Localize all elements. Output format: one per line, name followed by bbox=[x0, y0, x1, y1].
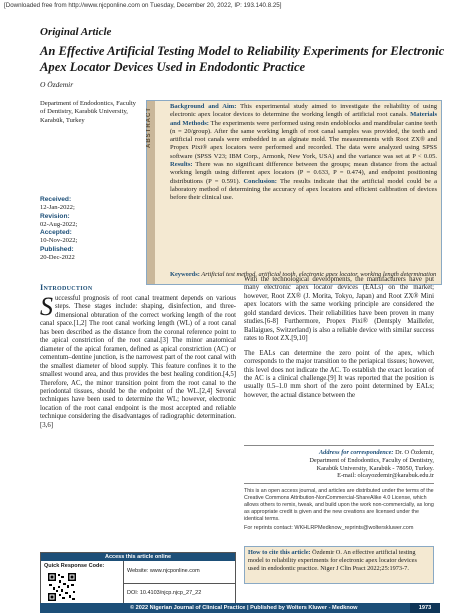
revision-date: 02-Aug-2022; bbox=[40, 220, 78, 228]
page-footer bbox=[40, 603, 440, 613]
author-name: O Özdemir bbox=[40, 80, 74, 89]
citation-text: Özdemir O. An effective artificial testing model to reliability experiments for electronic apex locator devices used in endodontic practice. Niger J Clin Pract 2022;25:1973-7. bbox=[248, 549, 417, 572]
reprints-contact[interactable]: For reprints contact: WKHLRPMedknow_reprints@wolterskluwer.com bbox=[244, 525, 414, 531]
accepted-date: 10-Nov-2022; bbox=[40, 237, 78, 245]
abstract-res-head: Results: bbox=[170, 161, 193, 169]
intro-paragraph-2: With the technological developments, the manufacturers have put many electronic apex locator devices (EALs) on the market; however, Root ZX® (J. Morita, Tokyo, Japan) and Root ZX® Mini apex locators with the same working principle are considered the gold standard devices. Their reliabilities have been proven in many studies.[6-8] Furthermore, Propex Pixi® (Dentsply Maillefer, Ballaigues, Switzerland) is also a reliable device with similar success rates to Root ZX.[9,10] bbox=[244, 276, 434, 343]
abstract-tab-label: ABSTRACT bbox=[146, 107, 152, 148]
abstract-text bbox=[170, 103, 437, 203]
citation-label: How to cite this article: bbox=[248, 549, 311, 556]
abstract-con-text: The results indicate that the artificial model could be a laboratory method of determining the accuracy of apex locators and efficient calibration of devices before their clinical use. bbox=[170, 177, 437, 202]
abstract-box bbox=[146, 100, 442, 285]
revision-label: Revision: bbox=[40, 212, 70, 220]
abstract-bg-head: Background and Aim: bbox=[170, 103, 237, 110]
abstract-mm-text: The experiments were performed using resin endoblocks and mandibular canine teeth (n = 20/group). After the same working length of root canal samples was provided, the teeth and artificial root canals were embedded in an alginate mold. The measurements with Root ZX® and Propex Pixi® apex locators were performed and recorded. The data were analyzed using SPSS software (SPSS V23; IBM Corp., Armonk, New York, USA) and the variance was set at P < 0.05. bbox=[170, 119, 437, 160]
article-dates bbox=[40, 196, 140, 262]
access-online-box bbox=[40, 552, 236, 605]
intro-heading: Introduction bbox=[40, 283, 93, 292]
intro-paragraph: uccessful prognosis of root canal treatment depends on various steps. These stages include: shaping, disinfection, and three-dimensional obturation of the correct working length of the root canal space.[1,2] The root canal working length (WL) of a root canal has been described as the distance from the coronal reference point to the apical constriction of the root canal.[3] The minor anatomical diameter of the apical foramen, defined as apical constriction (AC) or cementum–dentine junction, is the narrowest part of the root canal with the smallest diameter of blood supply. This feature confines it to the smallest wound area, and thus provides the best healing condition.[4,5] Therefore, AC, the minor transition point from the root canal to the periodontal tissues, should be the endpoint of the WL.[2,4] Several techniques have been used to determine the WL; however, electronic location of the root canal endpoint is the most accepted and reliable technique considering the disadvantages of radiographic determination.[3,6] bbox=[40, 295, 236, 429]
abstract-mm-head: Materials and Methods: bbox=[170, 111, 437, 127]
affiliation: Department of Endodontics, Faculty of Dentistry, Karabük University, Karabük, Turkey bbox=[40, 100, 136, 124]
intro-column-left bbox=[40, 292, 236, 430]
citation-box bbox=[244, 546, 434, 584]
published-date: 20-Dec-2022 bbox=[40, 254, 75, 262]
intro-paragraph-3: The EALs can determine the zero point of the apex, which corresponds to the major transition to the periapical tissues; however, this level does not indicate the AC. To establish the exact location of the AC is a clinical challenge.[9] It was reported that the position is usually 0.5–1.0 mm short of the zero point determined by EALs; however, the actual distance between the bbox=[244, 349, 434, 399]
correspondence-line-1: Department of Endodontics, Faculty of Dentistry, bbox=[309, 456, 434, 464]
access-divider-horizontal bbox=[123, 583, 235, 584]
footer-text: © 2022 Nigerian Journal of Clinical Practice | Published by Wolters Kluwer - Medknow bbox=[130, 605, 358, 611]
access-header: Access this article online bbox=[41, 553, 235, 561]
drop-cap: S bbox=[40, 292, 53, 321]
qr-code-icon[interactable] bbox=[47, 572, 77, 602]
open-access-notice: This is an open access journal, and articles are distributed under the terms of the Creative Commons Attribution-NonCommercial-ShareAlike 4.0 License, which allows others to remix, tweak, and build upon the work non-commercially, as long as appropriate credit is given and the new creations are licensed under the identical terms. bbox=[244, 488, 434, 522]
abstract-con-head: Conclusion: bbox=[243, 177, 277, 185]
keywords-text: Artificial test method, artificial tooth, electronic apex locator, working length determination bbox=[199, 271, 437, 278]
page-number: 1973 bbox=[410, 603, 440, 613]
correspondence-block bbox=[244, 445, 434, 484]
accepted-label: Accepted: bbox=[40, 229, 72, 237]
article-title: An Effective Artificial Testing Model to Reliability Experiments for Electronic Apex Locator Devices Used in Endodontic Practice bbox=[40, 44, 445, 74]
received-date: 12-Jan-2022; bbox=[40, 204, 75, 212]
keywords-head: Keywords: bbox=[170, 271, 200, 278]
correspondence-email[interactable]: E-mail: olcayozdemir@karabuk.edu.tr bbox=[337, 472, 434, 480]
abstract-bg-text: This experimental study aimed to investigate the reliability of using electronic apex locator devices to determine the working length of artificial root canals. bbox=[170, 103, 438, 119]
abstract-tab bbox=[147, 101, 155, 284]
doi-link[interactable]: DOI: 10.4103/njcp.njcp_27_22 bbox=[127, 590, 202, 596]
received-label: Received: bbox=[40, 196, 72, 203]
intro-column-right bbox=[244, 276, 434, 400]
qr-label: Quick Response Code: bbox=[44, 563, 105, 569]
abstract-res-text: There was no significant difference between the groups; mean distance from the actual working length using different apex locators (P = 0.633, P = 0.474), and endpoint positioning distributions (P = 0.591). bbox=[170, 161, 437, 185]
download-note: [Downloaded free from http://www.njcponline.com on Tuesday, December 20, 2022, IP: 193.140.8.25] bbox=[4, 2, 282, 9]
correspondence-name: Dr. O Özdemir, bbox=[393, 449, 434, 456]
website-link[interactable]: Website: www.njcponline.com bbox=[127, 568, 200, 574]
correspondence-line-2: Karabük University, Karabük - 78050, Turkey. bbox=[316, 464, 434, 472]
article-type: Original Article bbox=[40, 26, 112, 38]
published-label: Published: bbox=[40, 245, 74, 253]
correspondence-label: Address for correspondence: bbox=[318, 449, 394, 456]
